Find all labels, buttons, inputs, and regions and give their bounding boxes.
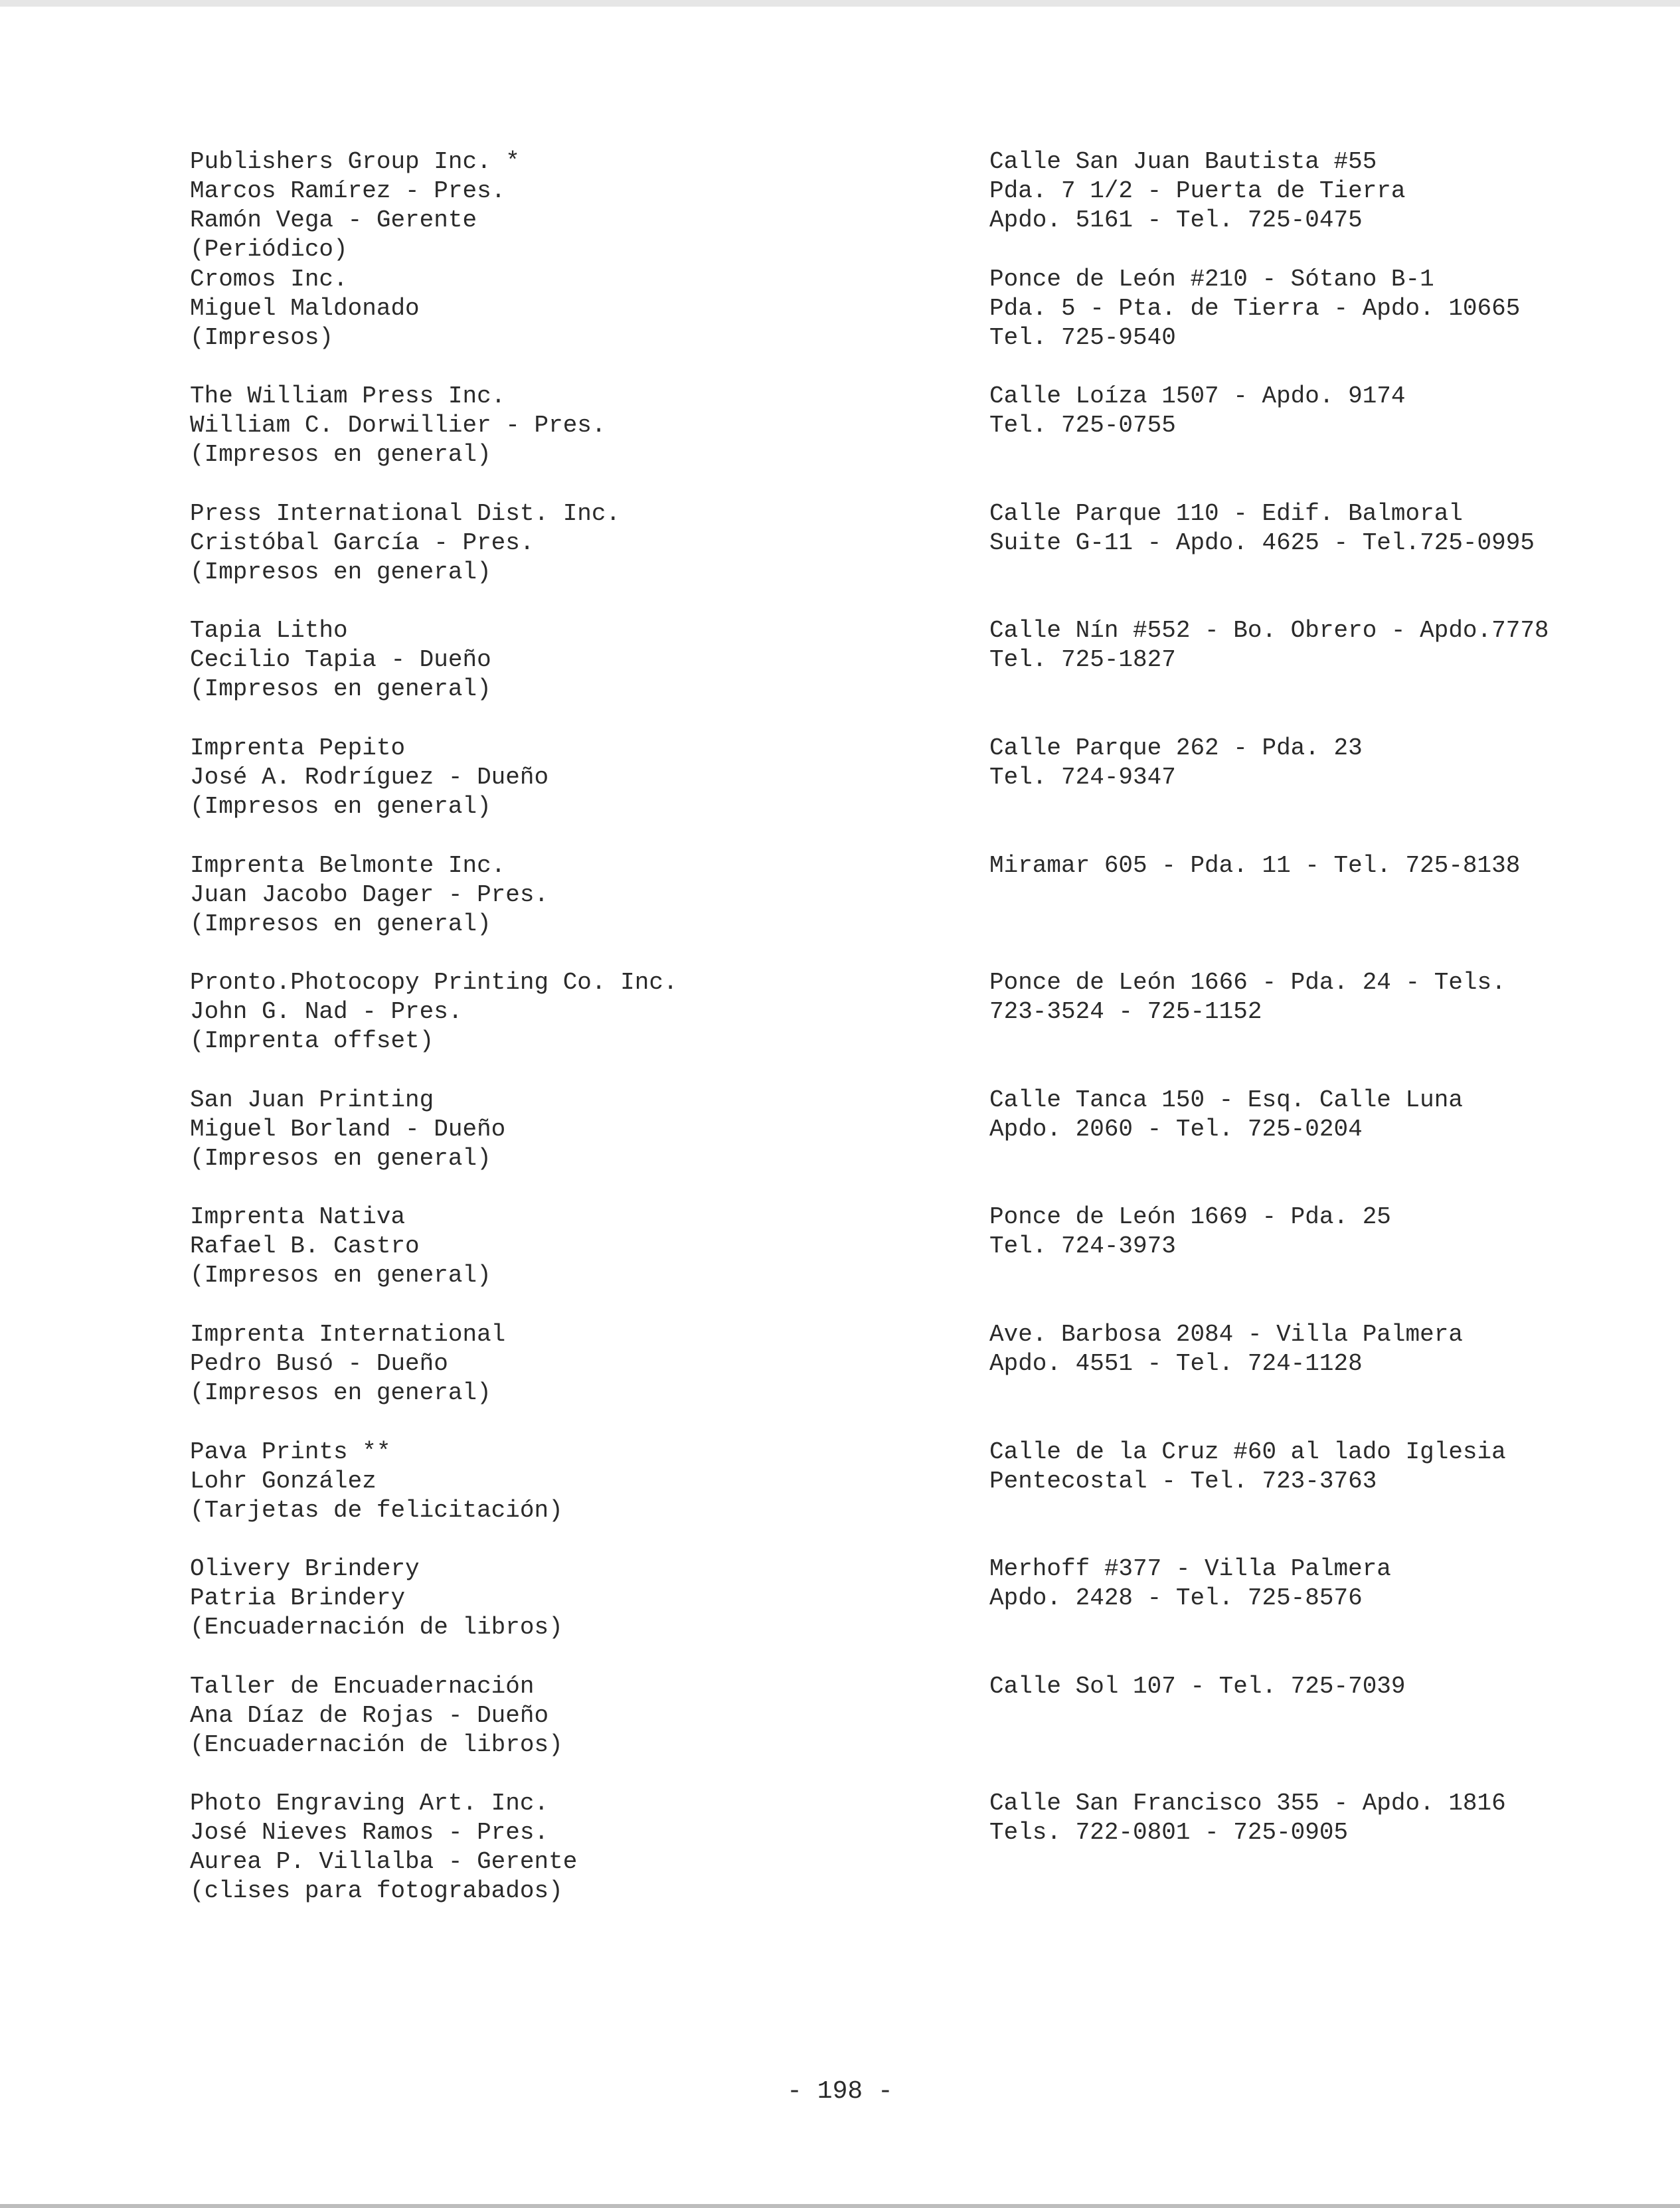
business-name: Imprenta Belmonte Inc. <box>190 851 506 879</box>
entry-detail-line: Aurea P. Villalba - Gerente <box>190 1848 578 1876</box>
address-line: Calle Parque 110 - Edif. Balmoral <box>989 499 1463 527</box>
directory-entry <box>190 1320 1558 1438</box>
entry-detail-line: Miguel Borland - Dueño <box>190 1115 506 1143</box>
entry-address-block <box>989 147 1558 235</box>
address-line: Miramar 605 - Pda. 11 - Tel. 725-8138 <box>989 851 1521 879</box>
entry-name-block <box>190 1320 989 1408</box>
entry-detail-line: (Impresos en general) <box>190 910 491 938</box>
entry-name-block <box>190 382 989 469</box>
address-line: Calle Loíza 1507 - Apdo. 9174 <box>989 382 1406 410</box>
directory-entry <box>190 1086 1558 1203</box>
address-line: Merhoff #377 - Villa Palmera <box>989 1555 1391 1583</box>
entry-detail-line: William C. Dorwillier - Pres. <box>190 412 606 440</box>
address-line: Apdo. 5161 - Tel. 725-0475 <box>989 207 1363 234</box>
address-line: Tels. 722-0801 - 725-0905 <box>989 1819 1349 1847</box>
entry-address-block <box>989 1320 1558 1379</box>
directory-entry <box>190 1203 1558 1320</box>
entry-detail-line: (Impresos en general) <box>190 675 491 703</box>
bottom-scan-edge <box>0 2204 1680 2208</box>
entry-detail-line: Lohr González <box>190 1467 377 1495</box>
address-line: Calle San Juan Bautista #55 <box>989 148 1377 175</box>
entry-name-block <box>190 1672 989 1760</box>
entry-name-block <box>190 1789 989 1906</box>
entry-detail-line: Cecilio Tapia - Dueño <box>190 646 491 674</box>
entry-address-block <box>989 1086 1558 1144</box>
entry-detail-line: Rafael B. Castro <box>190 1232 420 1260</box>
business-name: Taller de Encuadernación <box>190 1672 535 1700</box>
business-name: Olivery Brindery <box>190 1555 420 1583</box>
entry-detail-line: (Impresos) <box>190 323 334 351</box>
directory-entry <box>190 968 1558 1086</box>
entry-detail-line: Pedro Busó - Dueño <box>190 1349 448 1377</box>
business-name: Press International Dist. Inc. <box>190 499 621 527</box>
entry-detail-line: José Nieves Ramos - Pres. <box>190 1819 549 1847</box>
address-line: Calle Sol 107 - Tel. 725-7039 <box>989 1672 1406 1700</box>
entry-address-block <box>989 265 1558 353</box>
directory-entry <box>190 1789 1558 1907</box>
address-line: Calle Parque 262 - Pda. 23 <box>989 734 1363 762</box>
address-line: Apdo. 2428 - Tel. 725-8576 <box>989 1584 1363 1612</box>
address-line: 723-3524 - 725-1152 <box>989 998 1262 1026</box>
address-line: Tel. 724-3973 <box>989 1232 1176 1260</box>
entry-detail-line: Juan Jacobo Dager - Pres. <box>190 881 549 908</box>
address-line: Calle Nín #552 - Bo. Obrero - Apdo.7778 <box>989 617 1549 645</box>
entry-name-block <box>190 147 989 264</box>
business-name: Publishers Group Inc. * <box>190 148 520 175</box>
entry-detail-line: (Impresos en general) <box>190 1144 491 1172</box>
directory-entry <box>190 499 1558 617</box>
entry-name-block <box>190 616 989 704</box>
address-line: Pda. 5 - Pta. de Tierra - Apdo. 10665 <box>989 294 1521 322</box>
entry-detail-line: (Impresos en general) <box>190 1379 491 1406</box>
entry-name-block <box>190 851 989 939</box>
directory-entry <box>190 616 1558 734</box>
entry-address-block <box>989 1438 1558 1496</box>
business-name: Tapia Litho <box>190 617 348 645</box>
address-line: Ponce de León 1669 - Pda. 25 <box>989 1203 1391 1231</box>
entry-detail-line: (Impresos en general) <box>190 558 491 586</box>
address-line: Apdo. 4551 - Tel. 724-1128 <box>989 1349 1363 1377</box>
entry-detail-line: (Periódico) <box>190 236 348 263</box>
address-line: Pda. 7 1/2 - Puerta de Tierra <box>989 177 1406 205</box>
directory-entry <box>190 1672 1558 1790</box>
business-name: Photo Engraving Art. Inc. <box>190 1790 549 1818</box>
entry-detail-line: (clises para fotograbados) <box>190 1877 563 1905</box>
entry-detail-line: (Imprenta offset) <box>190 1027 434 1055</box>
business-name: Imprenta Nativa <box>190 1203 406 1231</box>
entry-detail-line: Ramón Vega - Gerente <box>190 207 477 234</box>
entry-detail-line: Marcos Ramírez - Pres. <box>190 177 506 205</box>
entry-name-block <box>190 265 989 353</box>
entry-address-block <box>989 734 1558 792</box>
entry-address-block <box>989 1203 1558 1261</box>
entry-detail-line: Cristóbal García - Pres. <box>190 529 535 556</box>
address-line: Tel. 725-1827 <box>989 646 1176 674</box>
entry-name-block <box>190 1555 989 1642</box>
business-name: Pronto.Photocopy Printing Co. Inc. <box>190 969 678 997</box>
top-scan-edge <box>0 0 1680 7</box>
entry-detail-line: (Encuadernación de libros) <box>190 1614 563 1642</box>
page-number: - 198 - <box>787 2077 893 2106</box>
address-line: Apdo. 2060 - Tel. 725-0204 <box>989 1115 1363 1143</box>
address-line: Suite G-11 - Apdo. 4625 - Tel.725-0995 <box>989 529 1535 556</box>
address-line: Calle San Francisco 355 - Apdo. 1816 <box>989 1790 1506 1818</box>
address-line: Tel. 724-9347 <box>989 763 1176 791</box>
entry-detail-line: (Encuadernación de libros) <box>190 1731 563 1758</box>
address-line: Tel. 725-0755 <box>989 412 1176 440</box>
entry-address-block <box>989 1672 1558 1701</box>
address-line: Calle de la Cruz #60 al lado Iglesia <box>989 1438 1506 1466</box>
address-line: Tel. 725-9540 <box>989 323 1176 351</box>
entry-address-block <box>989 1789 1558 1847</box>
entry-name-block <box>190 499 989 587</box>
directory-entry <box>190 851 1558 969</box>
entry-detail-line: (Impresos en general) <box>190 792 491 820</box>
entry-address-block <box>989 851 1558 881</box>
business-name: San Juan Printing <box>190 1086 434 1114</box>
entry-detail-line: Ana Díaz de Rojas - Dueño <box>190 1701 549 1729</box>
entry-address-block <box>989 968 1558 1027</box>
entry-detail-line: José A. Rodríguez - Dueño <box>190 763 549 791</box>
entry-detail-line: (Tarjetas de felicitación) <box>190 1496 563 1524</box>
entry-detail-line: Patria Brindery <box>190 1584 406 1612</box>
entry-detail-line: John G. Nad - Pres. <box>190 998 463 1026</box>
entry-detail-line: (Impresos en general) <box>190 441 491 469</box>
business-name: Imprenta Pepito <box>190 734 406 762</box>
directory-entry <box>190 265 1558 382</box>
entry-detail-line: (Impresos en general) <box>190 1262 491 1290</box>
address-line: Ave. Barbosa 2084 - Villa Palmera <box>989 1320 1463 1348</box>
directory-entry <box>190 1555 1558 1672</box>
directory-listing <box>190 147 1558 1907</box>
directory-entry <box>190 1438 1558 1555</box>
address-line: Pentecostal - Tel. 723-3763 <box>989 1467 1377 1495</box>
business-name: The William Press Inc. <box>190 382 506 410</box>
business-name: Cromos Inc. <box>190 265 348 293</box>
entry-name-block <box>190 968 989 1056</box>
entry-name-block <box>190 1438 989 1525</box>
business-name: Imprenta International <box>190 1320 506 1348</box>
entry-address-block <box>989 499 1558 558</box>
entry-address-block <box>989 616 1558 675</box>
address-line: Ponce de León #210 - Sótano B-1 <box>989 265 1434 293</box>
entry-name-block <box>190 1203 989 1290</box>
directory-entry <box>190 382 1558 499</box>
business-name: Pava Prints ** <box>190 1438 391 1466</box>
entry-detail-line: Miguel Maldonado <box>190 294 420 322</box>
directory-entry <box>190 734 1558 851</box>
entry-address-block <box>989 1555 1558 1613</box>
entry-name-block <box>190 734 989 821</box>
directory-entry <box>190 147 1558 265</box>
entry-address-block <box>989 382 1558 440</box>
address-line: Ponce de León 1666 - Pda. 24 - Tels. <box>989 969 1506 997</box>
entry-name-block <box>190 1086 989 1173</box>
address-line: Calle Tanca 150 - Esq. Calle Luna <box>989 1086 1463 1114</box>
